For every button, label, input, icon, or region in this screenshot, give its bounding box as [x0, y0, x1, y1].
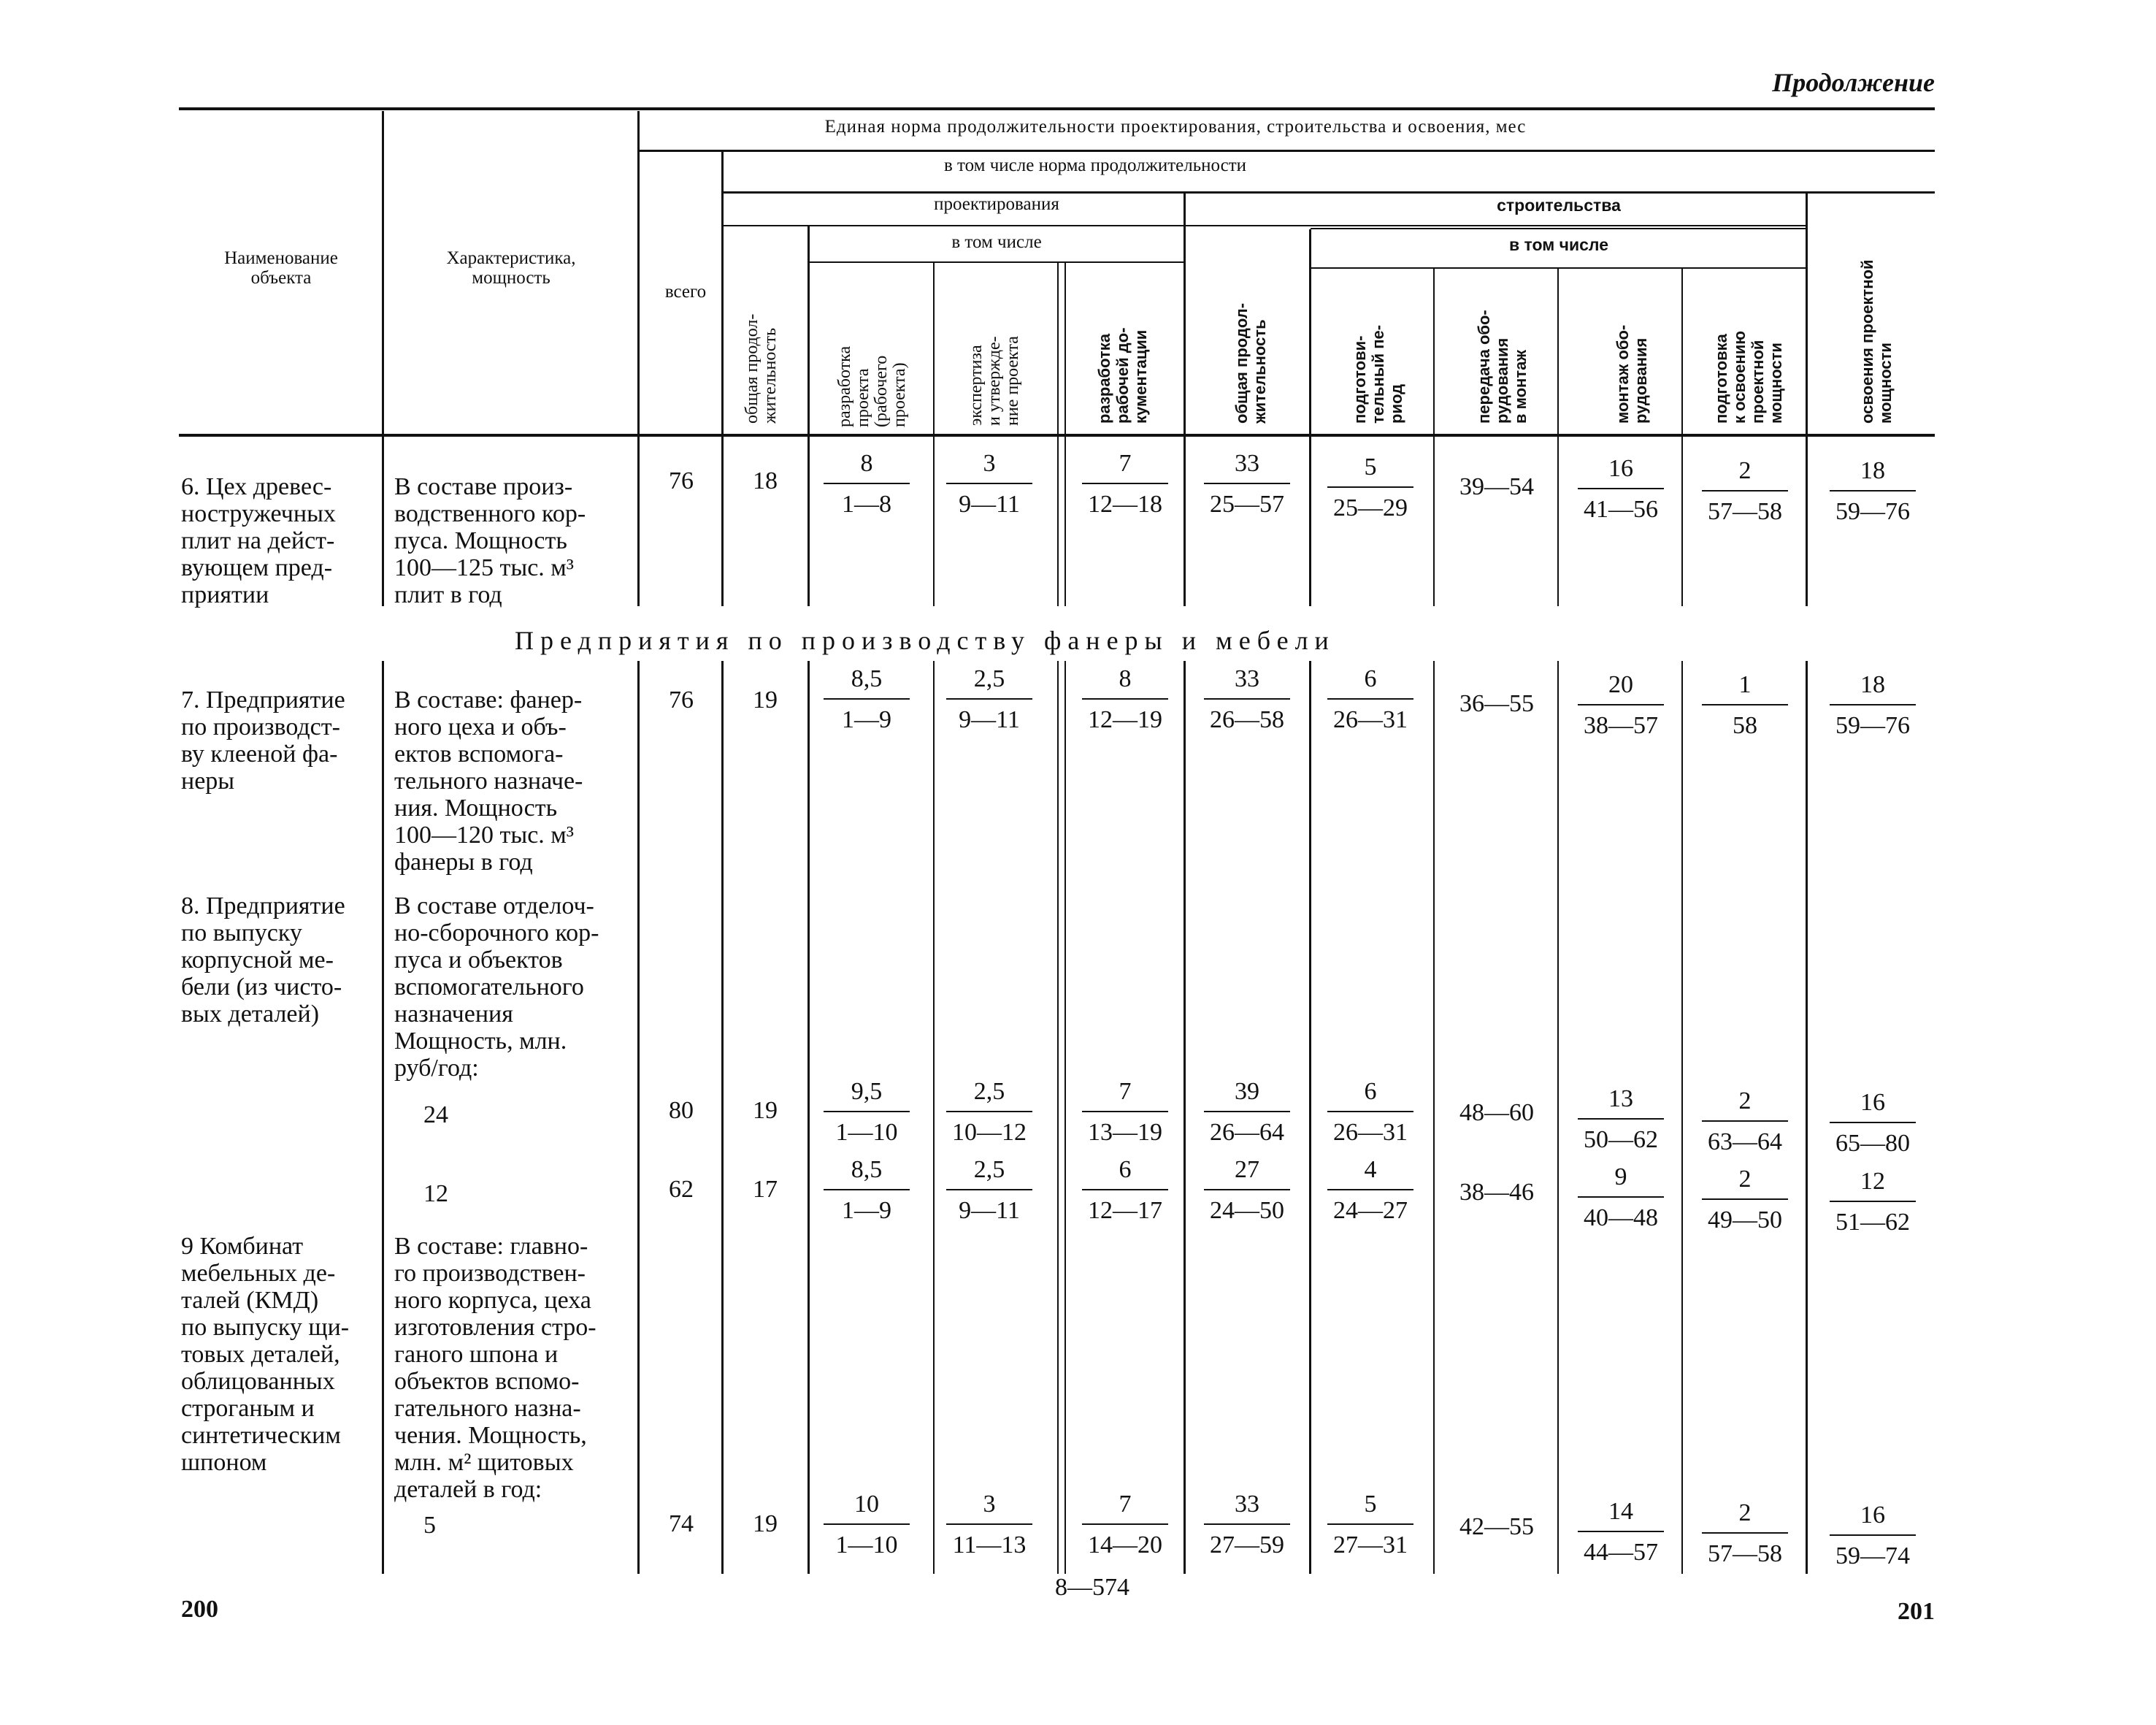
design-docs-fraction: 6 12—17: [1070, 1155, 1180, 1225]
capacity-value: 24: [423, 1101, 448, 1128]
object-name: 9 Комбинат мебельных де- талей (КМД) по выпуску щи- товых деталей, облицованных строганым и синтетическим шпоном: [181, 1233, 350, 1476]
constr-ready-fraction: 1 58: [1690, 670, 1800, 741]
design-total: 18: [753, 467, 778, 494]
design-exp-fraction: 3 11—13: [935, 1490, 1044, 1560]
constr-mount-fraction: 20 38—57: [1566, 670, 1676, 741]
header-rule-6: [1311, 267, 1807, 269]
top-rule: [179, 107, 1935, 110]
design-exp-fraction: 2,5 10—12: [935, 1077, 1044, 1147]
constr-mount-header: монтаж обо- рудования: [1614, 324, 1650, 424]
constr-total-fraction: 33 26—58: [1192, 665, 1302, 735]
design-exp-fraction: 2,5 9—11: [935, 665, 1044, 735]
constr-ready-fraction: 2 63—64: [1690, 1087, 1800, 1157]
design-total: 17: [753, 1176, 778, 1203]
constr-total-header: общая продол- жительность: [1232, 302, 1269, 424]
hdr-v-transfer: [1557, 269, 1559, 434]
hdr-v-char: [637, 111, 640, 434]
hdr-v-docs: [1184, 194, 1186, 434]
design-header: проектирования: [934, 194, 1059, 214]
constr-transfer: 42—55: [1459, 1513, 1534, 1540]
constr-ready-fraction: 2 57—58: [1690, 456, 1800, 527]
constr-ready-header: подготовка к освоению проектной мощности: [1712, 330, 1785, 424]
constr-mount-fraction: 14 44—57: [1566, 1497, 1676, 1567]
constr-mount-fraction: 9 40—48: [1566, 1163, 1676, 1233]
design-docs-fraction: 7 12—18: [1070, 449, 1180, 519]
header-rule-2: [723, 191, 1935, 194]
construction-header: строительства: [1497, 196, 1621, 215]
design-exp-fraction: 3 9—11: [935, 449, 1044, 519]
constr-total-fraction: 39 26—64: [1192, 1077, 1302, 1147]
hdr-v-dev: [933, 263, 935, 434]
design-dev-fraction: 8 1—8: [812, 449, 921, 519]
constr-ready-fraction: 2 57—58: [1690, 1499, 1800, 1569]
constr-total-fraction: 33 27—59: [1192, 1490, 1302, 1560]
total-header: всего: [664, 282, 707, 302]
constr-prep-header: подготови- тельный пе- риод: [1351, 324, 1405, 424]
design-dev-fraction: 10 1—10: [812, 1490, 921, 1560]
design-total-header: общая продол- жительность: [743, 313, 780, 424]
constr-total-fraction: 27 24—50: [1192, 1155, 1302, 1225]
col-char-header: Характеристика, мощность: [446, 248, 576, 288]
incl-norm-header: в том числе норма продолжительности: [943, 156, 1247, 175]
constr-prep-fraction: 6 26—31: [1316, 1077, 1425, 1147]
total-duration: 76: [669, 467, 694, 494]
design-docs-header: разработка рабочей до- кументации: [1095, 327, 1150, 424]
design-dev-fraction: 8,5 1—9: [812, 1155, 921, 1225]
total-duration: 62: [669, 1176, 694, 1203]
total-duration: 80: [669, 1097, 694, 1124]
header-rule-5: [1311, 228, 1807, 229]
hdr-v-exp: [1057, 263, 1059, 434]
mastering-fraction: 18 59—76: [1818, 456, 1927, 527]
constr-prep-fraction: 6 26—31: [1316, 665, 1425, 735]
hdr-v-ctotal: [1309, 229, 1311, 434]
design-docs-fraction: 7 13—19: [1070, 1077, 1180, 1147]
hdr-v-prep: [1433, 269, 1435, 434]
constr-transfer-header: передача обо- рудования в монтаж: [1475, 310, 1530, 424]
object-characteristic: В составе: главно- го производствен- ного корпуса, цеха изготовления стро- ганого шпона и объектов вспомо- гательного назна- чения. Мощность, млн. м² щитовых деталей в год:: [394, 1233, 596, 1503]
design-exp-fraction: 2,5 9—11: [935, 1155, 1044, 1225]
page-number-left: 200: [181, 1596, 218, 1623]
design-dev-header: разработка проекта (рабочего проекта): [835, 345, 909, 427]
constr-transfer: 36—55: [1459, 690, 1534, 717]
object-characteristic: В составе произ- водственного кор- пуса. Мощность 100—125 тыс. м³ плит в год: [394, 473, 586, 608]
design-total: 19: [753, 1510, 778, 1537]
object-characteristic: В составе: фанер- ного цеха и объ- ектов вспомога- тельного назначе- ния. Мощность 100—120 тыс. м³ фанеры в год: [394, 686, 583, 876]
design-exp-header: экспертиза и утвержде- ние проекта: [967, 336, 1022, 426]
hdr-v-total: [721, 152, 724, 434]
hdr-v-mount: [1681, 269, 1683, 434]
constr-total-fraction: 33 25—57: [1192, 449, 1302, 519]
continuation-label: Продолжение: [1772, 68, 1935, 97]
total-duration: 76: [669, 686, 694, 714]
page-number-right: 201: [1898, 1598, 1935, 1625]
capacity-value: 12: [423, 1180, 448, 1207]
constr-ready-fraction: 2 49—50: [1690, 1165, 1800, 1235]
design-docs-fraction: 8 12—19: [1070, 665, 1180, 735]
header-rule-3: [723, 225, 1807, 226]
signature-mark: 8—574: [1055, 1574, 1129, 1601]
mastering-fraction: 12 51—62: [1818, 1167, 1927, 1237]
object-name: 7. Предприятие по производст- ву клееной фа- неры: [181, 686, 345, 795]
hdr-v-exp2: [1064, 263, 1066, 434]
constr-prep-fraction: 5 27—31: [1316, 1490, 1425, 1560]
constr-transfer: 38—46: [1459, 1179, 1534, 1206]
mastering-fraction: 16 65—80: [1818, 1088, 1927, 1158]
design-total: 19: [753, 686, 778, 714]
hdr-v-ready: [1806, 194, 1808, 434]
design-dev-fraction: 9,5 1—10: [812, 1077, 921, 1147]
mastering-fraction: 18 59—76: [1818, 670, 1927, 741]
header-rule-1: [639, 150, 1935, 152]
design-docs-fraction: 7 14—20: [1070, 1490, 1180, 1560]
object-name: 6. Цех древес- ностружечных плит на дейст- вующем пред- приятии: [181, 473, 336, 608]
mastering-fraction: 16 59—74: [1818, 1501, 1927, 1571]
incl-constr-header: в том числе: [1508, 235, 1609, 254]
design-dev-fraction: 8,5 1—9: [812, 665, 921, 735]
design-total: 19: [753, 1097, 778, 1124]
mastering-header: освоения проектной мощности: [1858, 259, 1895, 424]
unified-norm-header: Единая норма продолжительности проектирования, строительства и освоения, мес: [824, 117, 1527, 137]
hdr-v-dtotal: [807, 226, 810, 434]
constr-transfer: 39—54: [1459, 473, 1534, 500]
constr-prep-fraction: 4 24—27: [1316, 1155, 1425, 1225]
section-title: Предприятия по производству фанеры и мебели: [515, 626, 1335, 655]
object-characteristic: В составе отделоч- но-сборочного кор- пуса и объектов вспомогательного назначения Мощность, млн. руб/год:: [394, 892, 599, 1082]
object-name: 8. Предприятие по выпуску корпусной ме- бели (из чисто- вых деталей): [181, 892, 345, 1028]
constr-prep-fraction: 5 25—29: [1316, 453, 1425, 523]
total-duration: 74: [669, 1510, 694, 1537]
incl-design-header: в том числе: [951, 232, 1042, 252]
constr-transfer: 48—60: [1459, 1099, 1534, 1126]
hdr-v-name: [382, 111, 384, 434]
constr-mount-fraction: 16 41—56: [1566, 454, 1676, 524]
constr-mount-fraction: 13 50—62: [1566, 1085, 1676, 1155]
col-name-header: Наименование объекта: [224, 248, 338, 288]
capacity-value: 5: [423, 1512, 436, 1539]
